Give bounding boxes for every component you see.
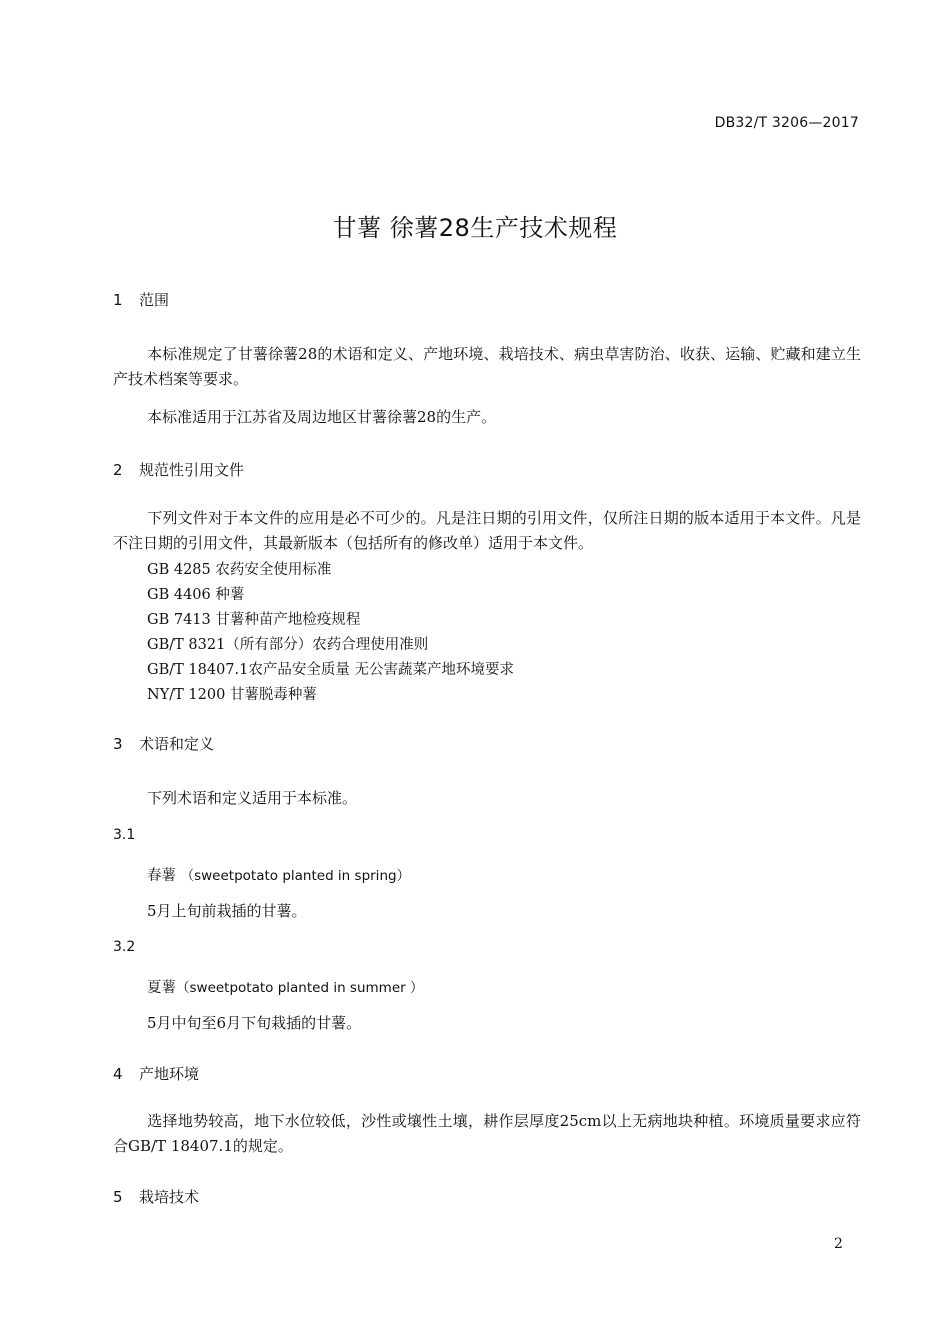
term-number: 3.2 [113, 939, 136, 955]
section-title: 范围 [139, 291, 170, 309]
term-number: 3.1 [113, 827, 136, 843]
section-title: 栽培技术 [139, 1188, 200, 1206]
term-english: （sweetpotato planted in spring） [180, 868, 411, 884]
section-1-paragraph-2: 本标准适用于江苏省及周边地区甘薯徐薯28的生产。 [147, 408, 497, 426]
section-3-paragraph-1: 下列术语和定义适用于本标准。 [147, 789, 358, 807]
term-entry [147, 976, 423, 997]
term-chinese: 夏薯 [147, 980, 176, 996]
section-number: 1 [113, 291, 123, 309]
section-4-heading [113, 1063, 199, 1084]
section-title: 术语和定义 [139, 735, 215, 753]
reference-item: GB/T 18407.1农产品安全质量 无公害蔬菜产地环境要求 [147, 662, 514, 678]
section-2-paragraph-1 [113, 506, 861, 556]
section-number: 5 [113, 1188, 123, 1206]
term-chinese: 春薯 [147, 868, 176, 884]
section-title: 规范性引用文件 [139, 461, 245, 479]
term-definition: 5月中旬至6月下旬栽插的甘薯。 [147, 1014, 362, 1032]
term-english: （sweetpotato planted in summer ） [176, 980, 424, 996]
section-number: 2 [113, 461, 123, 479]
section-3-heading [113, 733, 214, 754]
standard-code: DB32/T 3206—2017 [714, 115, 859, 131]
reference-item: GB/T 8321（所有部分）农药合理使用准则 [147, 637, 429, 653]
section-2-heading [113, 459, 244, 480]
paragraph-text: 选择地势较高，地下水位较低，沙性或壤性土壤，耕作层厚度25cm以上无病地块种植。环境质量要求应符合GB/T 18407.1的规定。 [113, 1112, 861, 1155]
section-1-paragraph-1 [113, 342, 861, 392]
section-number: 3 [113, 735, 123, 753]
section-1-heading [113, 289, 169, 310]
reference-item: GB 4285 农药安全使用标准 [147, 562, 332, 578]
section-title: 产地环境 [139, 1065, 200, 1083]
section-4-paragraph-1 [113, 1109, 861, 1159]
document-title: 甘薯 徐薯28生产技术规程 [332, 214, 618, 242]
page-number: 2 [834, 1236, 843, 1252]
reference-item: GB 4406 种薯 [147, 587, 245, 603]
term-entry [147, 864, 410, 885]
section-number: 4 [113, 1065, 123, 1083]
reference-item: NY/T 1200 甘薯脱毒种薯 [147, 687, 317, 703]
paragraph-text: 本标准规定了甘薯徐薯28的术语和定义、产地环境、栽培技术、病虫草害防治、收获、运输、贮藏和建立生产技术档案等要求。 [113, 345, 861, 388]
paragraph-text: 下列文件对于本文件的应用是必不可少的。凡是注日期的引用文件，仅所注日期的版本适用于本文件。凡是不注日期的引用文件，其最新版本（包括所有的修改单）适用于本文件。 [113, 509, 861, 552]
section-5-heading [113, 1186, 199, 1207]
term-definition: 5月上旬前栽插的甘薯。 [147, 902, 307, 920]
reference-item: GB 7413 甘薯种苗产地检疫规程 [147, 612, 361, 628]
